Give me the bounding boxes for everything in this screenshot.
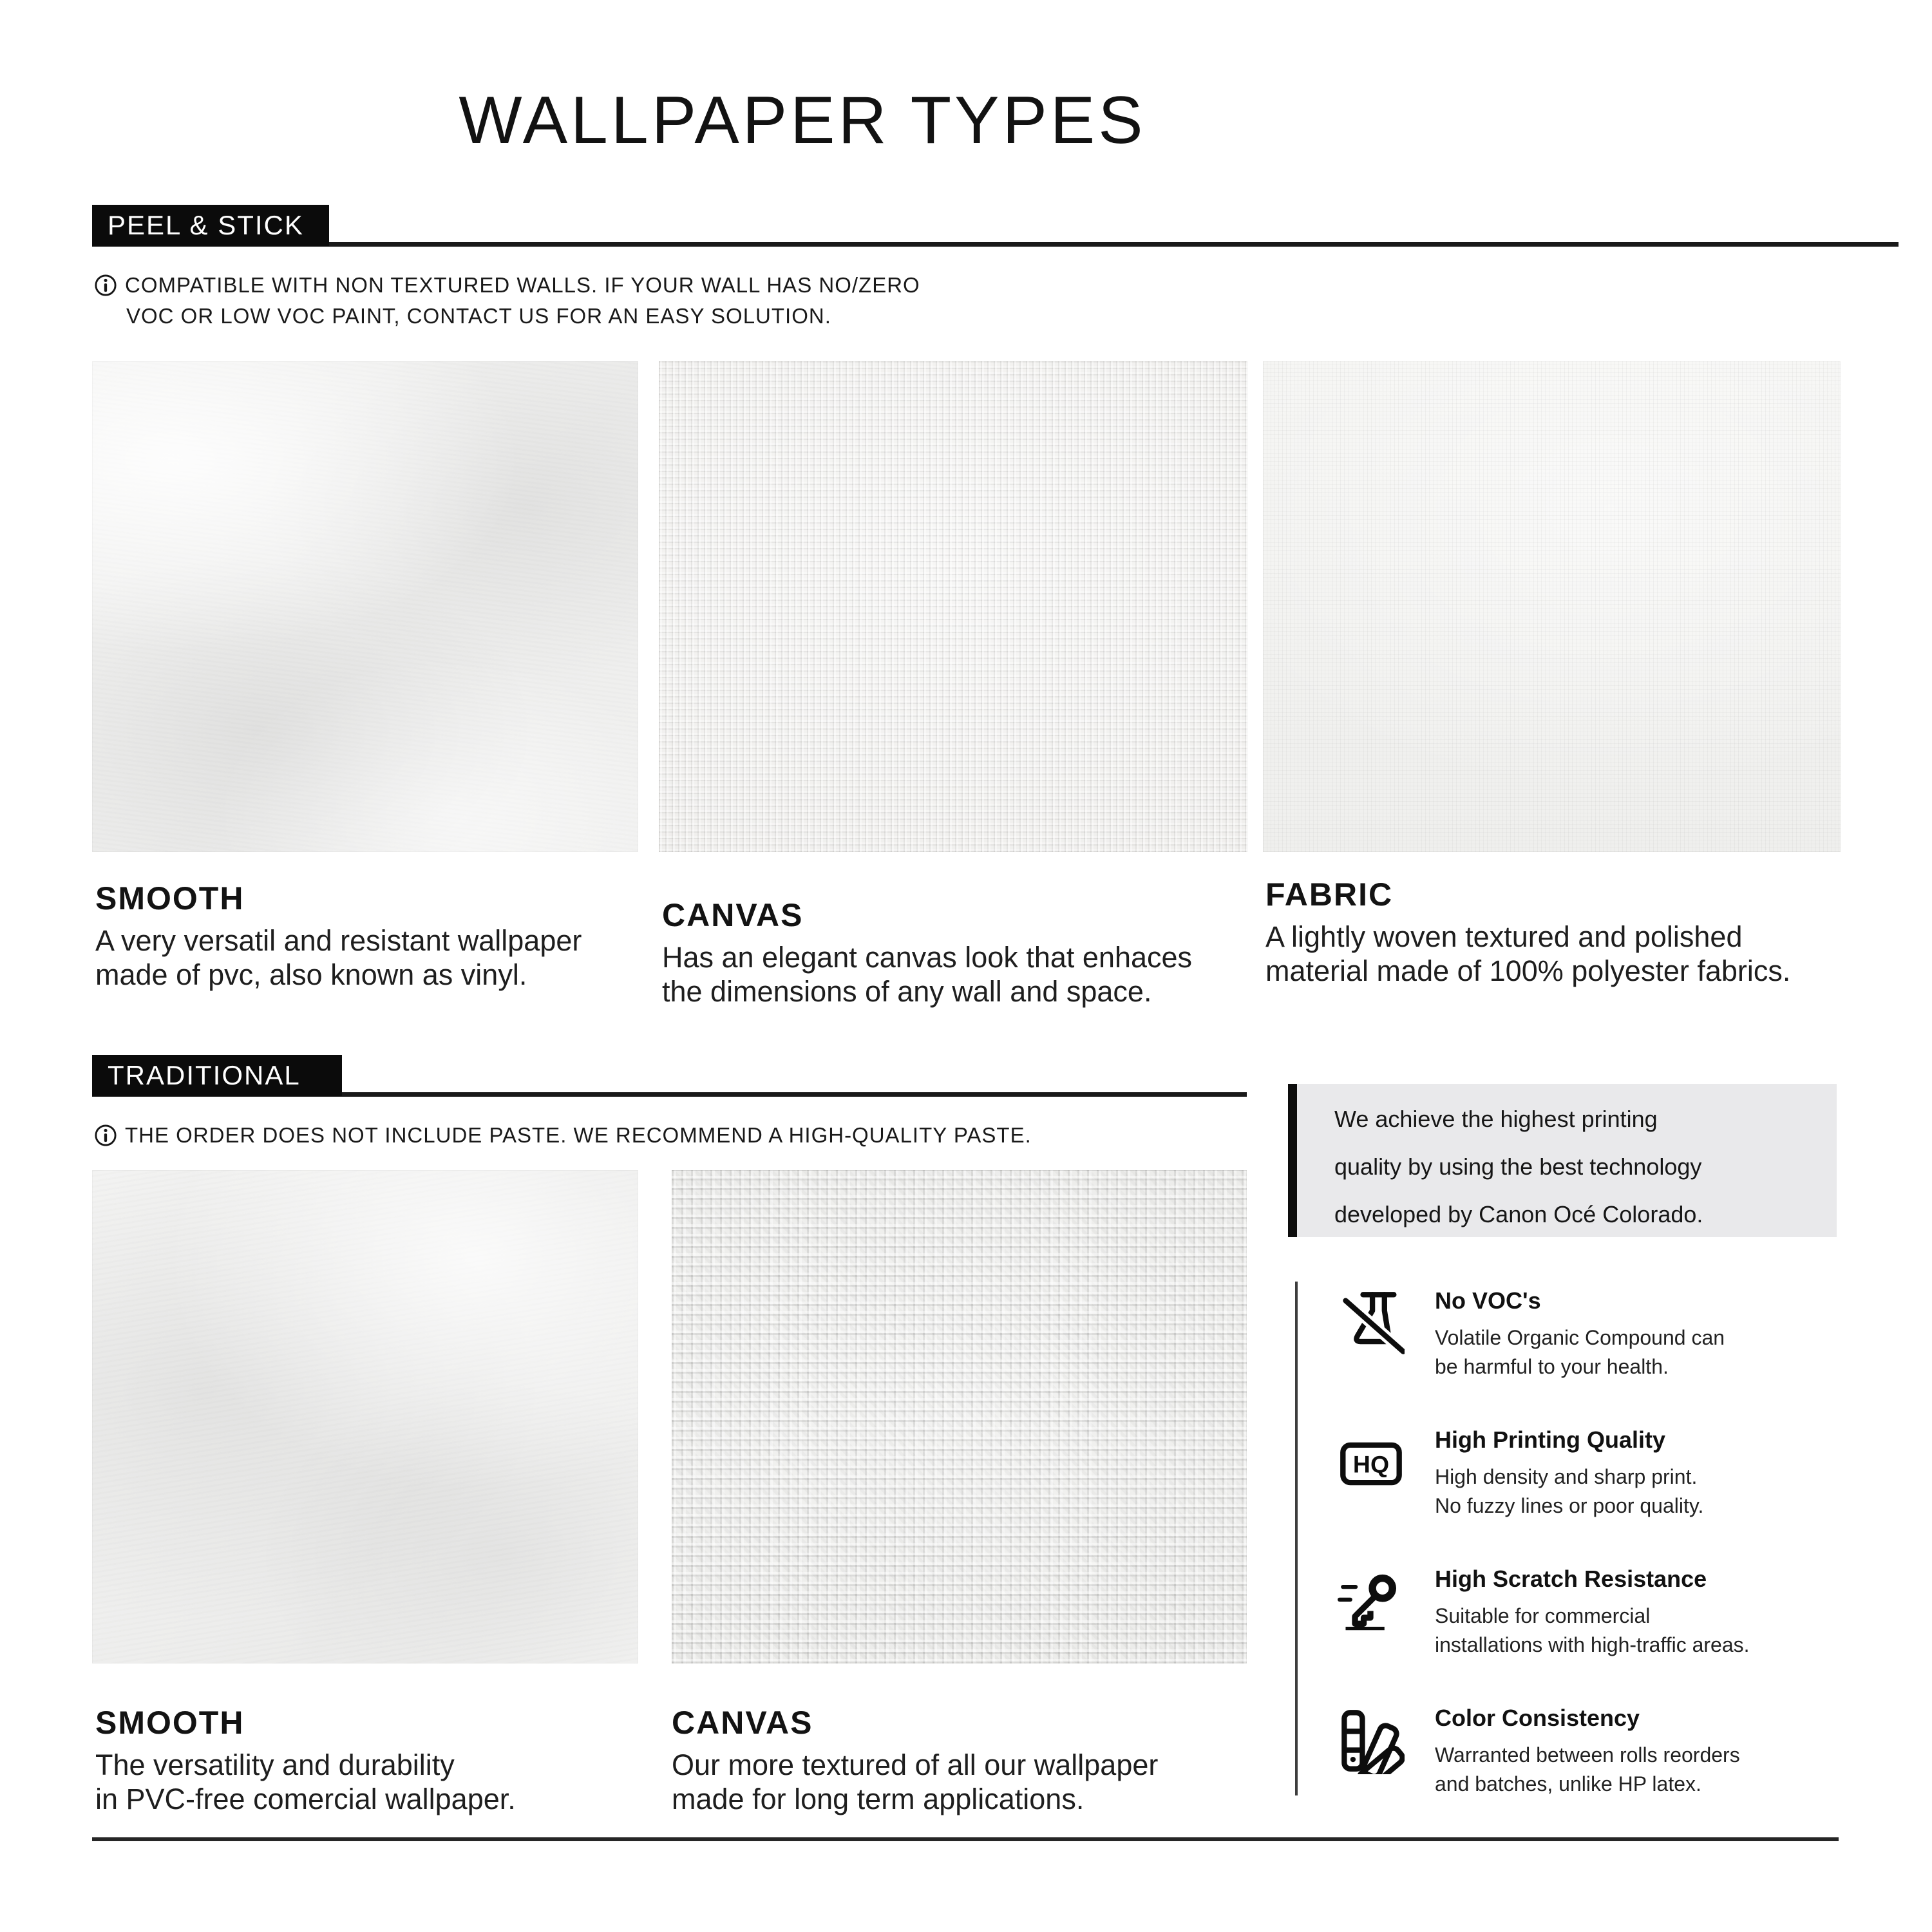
- page-title: WALLPAPER TYPES: [459, 83, 1146, 158]
- traditional-canvas-swatch: [672, 1170, 1247, 1663]
- feature-desc-line: No fuzzy lines or poor quality.: [1435, 1494, 1704, 1517]
- feature-desc-line: be harmful to your health.: [1435, 1355, 1669, 1378]
- quality-note-line: developed by Canon Océ Colorado.: [1334, 1201, 1703, 1227]
- peel-stick-note-text1: COMPATIBLE WITH NON TEXTURED WALLS. IF YOUR WALL HAS NO/ZERO: [125, 273, 920, 297]
- feature-title: No VOC's: [1435, 1287, 1541, 1314]
- info-icon: [94, 274, 117, 297]
- peel-stick-canvas-desc: [662, 940, 1192, 1009]
- section-label-traditional-text: TRADITIONAL: [108, 1060, 301, 1090]
- feature-high-scratch-resistance: [1435, 1566, 1932, 1660]
- desc-line: Our more textured of all our wallpaper: [672, 1748, 1159, 1781]
- section-label-traditional: [92, 1055, 342, 1096]
- peel-stick-canvas-title: CANVAS: [662, 897, 804, 933]
- desc-line: made of pvc, also known as vinyl.: [95, 958, 527, 991]
- scratch-key-icon: [1338, 1568, 1405, 1635]
- desc-line: the dimensions of any wall and space.: [662, 975, 1152, 1008]
- feature-desc: [1435, 1602, 1932, 1660]
- traditional-canvas-title: CANVAS: [672, 1705, 813, 1741]
- traditional-note-text1: THE ORDER DOES NOT INCLUDE PASTE. WE RECOMMEND A HIGH-QUALITY PASTE.: [125, 1123, 1032, 1147]
- feature-desc-line: installations with high-traffic areas.: [1435, 1633, 1750, 1656]
- peel-stick-smooth-title: SMOOTH: [95, 880, 245, 916]
- peel-stick-smooth-desc: [95, 923, 582, 992]
- hq-badge-icon: [1338, 1430, 1405, 1497]
- peel-stick-note-line1: [94, 273, 920, 298]
- desc-line: material made of 100% polyester fabrics.: [1265, 954, 1791, 987]
- desc-line: A lightly woven textured and polished: [1265, 920, 1743, 953]
- peel-stick-fabric-swatch: [1263, 361, 1841, 852]
- peel-stick-smooth-swatch: [92, 361, 638, 852]
- peel-stick-rule: [92, 242, 1899, 247]
- desc-line: in PVC-free comercial wallpaper.: [95, 1783, 516, 1815]
- peel-stick-note-text2: VOC OR LOW VOC PAINT, CONTACT US FOR AN EASY SOLUTION.: [126, 304, 831, 328]
- feature-desc: [1435, 1323, 1932, 1381]
- traditional-canvas-desc: [672, 1748, 1158, 1816]
- feature-no-voc: [1435, 1287, 1932, 1381]
- sidebar-divider: [1295, 1282, 1298, 1795]
- feature-desc-line: Suitable for commercial: [1435, 1604, 1651, 1627]
- feature-desc-line: High density and sharp print.: [1435, 1465, 1698, 1488]
- no-voc-flask-icon: [1338, 1290, 1405, 1357]
- feature-desc-line: Volatile Organic Compound can: [1435, 1326, 1725, 1349]
- peel-stick-fabric-title: FABRIC: [1265, 876, 1394, 913]
- feature-desc-line: and batches, unlike HP latex.: [1435, 1772, 1701, 1795]
- quality-note-line: We achieve the highest printing: [1334, 1106, 1658, 1132]
- hq-badge-label: HQ: [1352, 1450, 1390, 1478]
- peel-stick-canvas-swatch: [659, 361, 1247, 852]
- feature-desc-line: Warranted between rolls reorders: [1435, 1743, 1740, 1766]
- printing-quality-callout: [1288, 1084, 1837, 1237]
- feature-high-printing-quality: [1435, 1426, 1932, 1520]
- desc-line: Has an elegant canvas look that enhaces: [662, 941, 1193, 974]
- desc-line: The versatility and durability: [95, 1748, 455, 1781]
- info-icon: [94, 1124, 117, 1147]
- feature-title: Color Consistency: [1435, 1705, 1640, 1731]
- quality-note-line: quality by using the best technology: [1334, 1153, 1702, 1180]
- feature-title: High Scratch Resistance: [1435, 1566, 1707, 1592]
- feature-desc: [1435, 1741, 1932, 1799]
- desc-line: made for long term applications.: [672, 1783, 1084, 1815]
- feature-title: High Printing Quality: [1435, 1426, 1665, 1453]
- traditional-smooth-title: SMOOTH: [95, 1705, 245, 1741]
- feature-color-consistency: [1435, 1705, 1932, 1799]
- feature-desc: [1435, 1463, 1932, 1520]
- traditional-smooth-desc: [95, 1748, 516, 1816]
- peel-stick-note-line2: [126, 304, 831, 328]
- desc-line: A very versatil and resistant wallpaper: [95, 924, 582, 957]
- color-swatch-fan-icon: [1338, 1707, 1405, 1774]
- traditional-smooth-swatch: [92, 1170, 638, 1663]
- bottom-rule: [92, 1837, 1839, 1841]
- peel-stick-fabric-desc: [1265, 920, 1790, 988]
- section-label-peel-stick-text: PEEL & STICK: [108, 210, 304, 240]
- traditional-note-line1: [94, 1123, 1032, 1148]
- section-label-peel-stick: [92, 205, 329, 246]
